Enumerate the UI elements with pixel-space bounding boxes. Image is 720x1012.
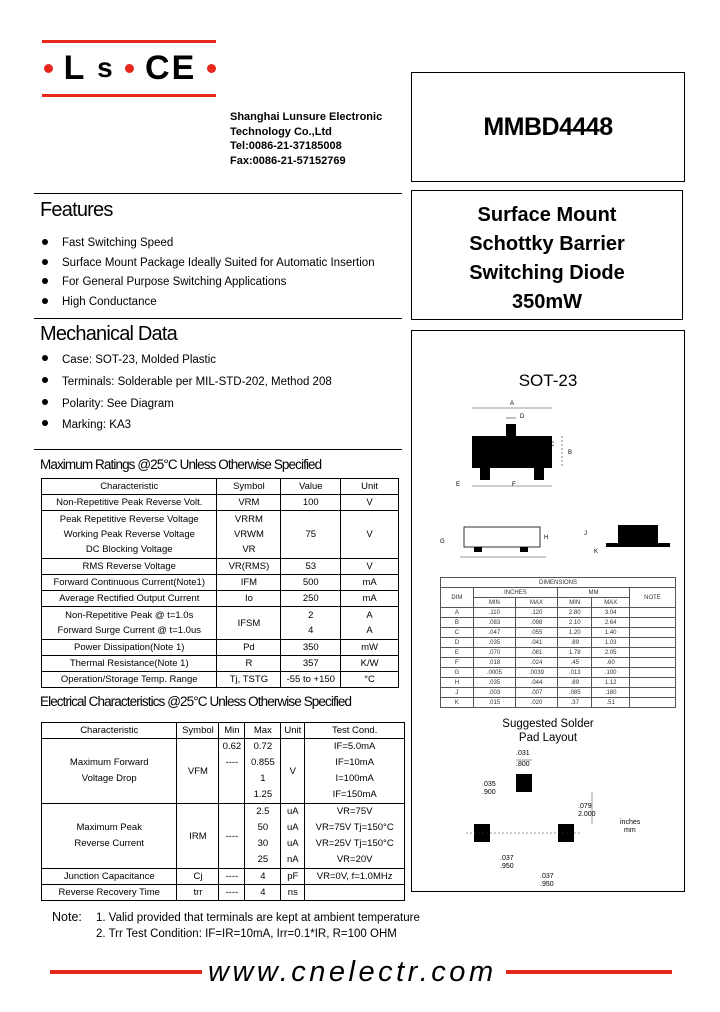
table-cell: °C (341, 672, 399, 688)
table-cell-multiline (42, 607, 217, 640)
table-cell: 1 (260, 773, 266, 784)
table-cell: I=100mA (335, 773, 374, 784)
table-cell: ---- (219, 804, 245, 869)
table-cell: Maximum Peak (76, 822, 142, 833)
table-cell: 4 (245, 885, 281, 901)
table-cell: VR=20V (336, 854, 373, 865)
table-cell: Non-Repetitive Peak @ t=1.0s (65, 610, 194, 621)
table-cell: trr (177, 885, 219, 901)
table-cell (629, 648, 675, 658)
table-cell: ns (281, 885, 305, 901)
table-cell-multiline (305, 739, 405, 804)
table-cell-multiline (305, 804, 405, 869)
logo-letter-l: L (63, 48, 87, 87)
table-cell: 0.72 (253, 741, 273, 752)
table-cell: .100 (592, 668, 629, 678)
table-cell: 2.05 (592, 648, 629, 658)
table-cell (629, 638, 675, 648)
list-item: High Conductance (40, 293, 375, 313)
solder-pad-title-line1: Suggested Solder (502, 718, 594, 730)
logo-dot (44, 64, 53, 73)
table-cell: K/W (341, 656, 399, 672)
table-cell: pF (281, 869, 305, 885)
list-item: Surface Mount Package Ideally Suited for Automatic Insertion (40, 254, 375, 274)
table-cell: 1.25 (253, 789, 273, 800)
pad-dim-label: .031 (516, 750, 530, 757)
company-logo (44, 48, 216, 88)
table-cell (629, 688, 675, 698)
table-cell: .047 (473, 628, 515, 638)
table-cell: 30 (257, 838, 269, 849)
table-cell: 1.20 (558, 628, 592, 638)
solder-pad-title (412, 717, 684, 745)
table-header: Characteristic (42, 479, 217, 495)
table-cell: 25 (257, 854, 269, 865)
table-cell: uA (287, 838, 299, 849)
table-cell: Cj (177, 869, 219, 885)
list-item: Terminals: Solderable per MIL-STD-202, Method 208 (40, 372, 332, 394)
table-header: DIMENSIONS (441, 578, 676, 588)
table-row (441, 658, 676, 668)
label-b: B (568, 450, 573, 456)
table-cell: IF=10mA (335, 757, 375, 768)
elec-chars-table (41, 722, 405, 901)
pad-dim-label: 2.000 (578, 811, 596, 818)
table-cell: 3.04 (592, 608, 629, 618)
table-row (42, 869, 405, 885)
table-cell: .035 (473, 638, 515, 648)
table-cell (629, 678, 675, 688)
table-row (42, 575, 399, 591)
table-cell: .098 (515, 618, 557, 628)
table-row (42, 885, 405, 901)
table-cell: Forward Surge Current @ t=1.0us (57, 625, 201, 636)
table-header: MM (558, 588, 630, 598)
table-cell: F (441, 658, 474, 668)
sot23-end-view-drawing (580, 521, 675, 566)
table-cell: IRM (177, 804, 219, 869)
pad-dim-label: .035 (482, 781, 496, 788)
table-cell: .085 (558, 688, 592, 698)
table-row (441, 638, 676, 648)
dimensions-body (441, 608, 676, 708)
table-cell: 0.855 (250, 757, 275, 768)
table-cell: VFM (177, 739, 219, 804)
table-cell: 1.03 (592, 638, 629, 648)
table-cell: Pd (217, 640, 281, 656)
table-cell-multiline (42, 739, 177, 804)
table-cell (629, 658, 675, 668)
mechanical-heading: Mechanical Data (40, 323, 177, 345)
pin-top (506, 424, 516, 436)
company-name-line1: Shanghai Lunsure Electronic (230, 111, 383, 123)
solder-pad-title-line2: Pad Layout (518, 732, 578, 744)
table-row (441, 678, 676, 688)
table-cell (629, 608, 675, 618)
table-cell: V (281, 739, 305, 804)
table-cell: K (441, 698, 474, 708)
company-name-line2: Technology Co.,Ltd (230, 125, 332, 138)
table-row (441, 688, 676, 698)
table-cell: .45 (558, 658, 592, 668)
table-cell: VR(RMS) (217, 559, 281, 575)
mechanical-rule (34, 318, 402, 319)
table-cell: 2.10 (558, 618, 592, 628)
pad-dim-label: .900 (482, 789, 496, 796)
table-header: INCHES (473, 588, 557, 598)
table-cell: 4 (245, 869, 281, 885)
table-cell (629, 698, 675, 708)
table-cell: 2.5 (256, 806, 270, 817)
table-cell: Non-Repetitive Peak Reverse Volt. (42, 495, 217, 511)
pad-top (516, 774, 532, 792)
table-cell: IFM (217, 575, 281, 591)
table-cell: -55 to +150 (281, 672, 341, 688)
table-cell: 2 (308, 610, 314, 621)
table-cell: mW (341, 640, 399, 656)
table-cell: .37 (558, 698, 592, 708)
label-e: E (456, 482, 461, 488)
sot23-side-view-drawing (430, 519, 550, 564)
table-cell: .070 (473, 648, 515, 658)
pad-dim-label: .037 (540, 873, 554, 880)
end-lead-left (606, 543, 620, 547)
table-row (42, 591, 399, 607)
pad-units-label: inches (620, 819, 641, 826)
table-header-row (42, 723, 405, 739)
table-row (42, 640, 399, 656)
table-cell: A (366, 610, 373, 621)
solder-pad-layout-drawing (452, 746, 682, 891)
pad-dim-label: .037 (500, 855, 514, 862)
package-panel (411, 330, 685, 892)
table-cell: Io (217, 591, 281, 607)
header-rule-bottom (42, 94, 216, 97)
company-fax: Fax:0086-21-57152769 (230, 154, 346, 167)
table-cell: .007 (515, 688, 557, 698)
table-cell: VR (242, 544, 256, 555)
sot23-top-view-drawing (452, 396, 612, 491)
table-cell: .035 (473, 678, 515, 688)
table-cell: ---- (225, 757, 239, 768)
table-header: DIM (441, 588, 474, 608)
table-header: Unit (341, 479, 399, 495)
table-cell: .018 (473, 658, 515, 668)
table-row (441, 698, 676, 708)
features-heading: Features (40, 199, 113, 221)
subtitle-line3: Switching Diode (469, 262, 625, 284)
logo-dot (207, 64, 216, 73)
mechanical-list (40, 350, 332, 437)
table-cell: .89 (558, 678, 592, 688)
label-f: F (512, 482, 516, 488)
part-number: MMBD4448 (483, 112, 613, 141)
table-header-row (441, 578, 676, 588)
table-row (42, 511, 399, 559)
table-cell: Reverse Recovery Time (42, 885, 177, 901)
table-row (42, 495, 399, 511)
table-cell: uA (287, 806, 299, 817)
features-rule (34, 193, 402, 194)
elec-chars-title: Electrical Characteristics @25°C Unless Otherwise Specified (40, 694, 352, 709)
pad-dim-label: .079 (578, 803, 592, 810)
table-cell: .110 (473, 608, 515, 618)
logo-letter-s: s (97, 52, 115, 83)
company-tel: Tel:0086-21-37185008 (230, 140, 342, 152)
table-header: Max (245, 723, 281, 739)
table-header: Unit (281, 723, 305, 739)
table-cell: Average Rectified Output Current (42, 591, 217, 607)
table-row (441, 618, 676, 628)
table-cell: .003 (473, 688, 515, 698)
table-cell: DC Blocking Voltage (85, 544, 173, 555)
table-header: Symbol (217, 479, 281, 495)
subtitle-line2: Schottky Barrier (469, 233, 625, 255)
max-ratings-rule (34, 449, 402, 450)
table-cell: .0039 (515, 668, 557, 678)
table-cell: 1.12 (592, 678, 629, 688)
subtitle-line1: Surface Mount (477, 204, 617, 226)
table-cell: V (341, 511, 399, 559)
table-cell: 50 (257, 822, 269, 833)
table-header: MAX (515, 598, 557, 608)
table-row (42, 559, 399, 575)
table-header: Characteristic (42, 723, 177, 739)
table-row (42, 672, 399, 688)
table-cell: Forward Continuous Current(Note1) (42, 575, 217, 591)
table-header: MAX (592, 598, 629, 608)
table-cell: VRWM (233, 529, 264, 540)
table-cell: Working Peak Reverse Voltage (63, 529, 195, 540)
package-title: SOT-23 (518, 371, 578, 390)
table-cell: B (441, 618, 474, 628)
table-cell: V (341, 495, 399, 511)
table-cell: .89 (558, 638, 592, 648)
header-rule-top (42, 40, 216, 43)
table-cell: VR=0V, f=1.0MHz (305, 869, 405, 885)
table-cell: VRM (217, 495, 281, 511)
table-cell: E (441, 648, 474, 658)
label-a: A (510, 401, 515, 407)
table-cell: .024 (515, 658, 557, 668)
side-pin-right (520, 547, 528, 552)
table-cell: .120 (515, 608, 557, 618)
package-side-body (464, 527, 540, 547)
pad-units-label: mm (624, 827, 636, 834)
table-cell: Junction Capacitance (42, 869, 177, 885)
part-description-box (411, 190, 683, 320)
table-cell: Voltage Drop (81, 773, 137, 784)
table-cell-multiline (42, 511, 217, 559)
table-cell (629, 618, 675, 628)
table-cell: .0005 (473, 668, 515, 678)
table-cell: .020 (515, 698, 557, 708)
table-cell: Maximum Forward (69, 757, 149, 768)
table-cell: G (441, 668, 474, 678)
table-cell: .083 (473, 618, 515, 628)
dimensions-table (440, 577, 676, 708)
table-cell: VR=25V Tj=150°C (315, 838, 394, 849)
table-cell: .044 (515, 678, 557, 688)
table-cell: Tj, TSTG (217, 672, 281, 688)
table-cell: 100 (281, 495, 341, 511)
label-c: C (550, 442, 555, 448)
table-header-row (441, 588, 676, 598)
table-row (42, 804, 405, 869)
table-cell: 53 (281, 559, 341, 575)
list-item: Case: SOT-23, Molded Plastic (40, 350, 332, 372)
table-cell: IF=150mA (332, 789, 377, 800)
table-cell: VRRM (234, 514, 263, 525)
table-cell-multiline (245, 804, 281, 869)
table-cell: RMS Reverse Voltage (42, 559, 217, 575)
list-item: Marking: KA3 (40, 415, 332, 437)
table-cell: VR=75V Tj=150°C (315, 822, 394, 833)
part-number-box (411, 72, 685, 182)
list-item: For General Purpose Switching Applications (40, 273, 375, 293)
table-cell: IF=5.0mA (333, 741, 376, 752)
label-h: H (544, 535, 549, 541)
features-list (40, 234, 375, 312)
end-lead-right (656, 543, 670, 547)
table-cell-multiline (219, 739, 245, 804)
table-cell: ---- (219, 869, 245, 885)
pin-bottom-left (480, 468, 490, 480)
company-info (230, 110, 382, 168)
logo-dot (125, 64, 134, 73)
max-ratings-title: Maximum Ratings @25°C Unless Otherwise Specified (40, 457, 322, 472)
table-cell: 500 (281, 575, 341, 591)
table-cell: J (441, 688, 474, 698)
table-cell: VR=75V (336, 806, 373, 817)
table-cell: 2.80 (558, 608, 592, 618)
package-body (472, 436, 552, 468)
list-item: Fast Switching Speed (40, 234, 375, 254)
table-header: Test Cond. (305, 723, 405, 739)
table-cell: 1.78 (558, 648, 592, 658)
table-cell: 75 (281, 511, 341, 559)
footer-website: www.cnelectr.com (208, 956, 497, 988)
pad-dim-label: .800 (516, 761, 530, 768)
table-row (441, 608, 676, 618)
table-cell: .055 (515, 628, 557, 638)
table-cell-multiline (281, 607, 341, 640)
table-cell: R (217, 656, 281, 672)
table-row (441, 668, 676, 678)
table-cell (629, 668, 675, 678)
table-header: MIN (558, 598, 592, 608)
table-cell-multiline (341, 607, 399, 640)
table-header: Symbol (177, 723, 219, 739)
table-header: NOTE (629, 588, 675, 608)
table-cell: .081 (515, 648, 557, 658)
table-cell (629, 628, 675, 638)
table-header-row (42, 479, 399, 495)
table-cell: Peak Repetitive Reverse Voltage (59, 514, 199, 525)
table-cell: .041 (515, 638, 557, 648)
table-cell: Operation/Storage Temp. Range (42, 672, 217, 688)
table-cell: D (441, 638, 474, 648)
table-cell: A (366, 625, 373, 636)
side-pin-left (474, 547, 482, 552)
label-k: K (594, 549, 599, 555)
table-cell: 250 (281, 591, 341, 607)
label-d: D (520, 414, 525, 420)
table-cell-multiline (217, 511, 281, 559)
package-end-body (618, 525, 658, 547)
table-cell: C (441, 628, 474, 638)
table-cell (305, 885, 405, 901)
table-row (441, 648, 676, 658)
table-cell: 2.64 (592, 618, 629, 628)
table-cell: .180 (592, 688, 629, 698)
table-cell: .015 (473, 698, 515, 708)
note-2: 2. Trr Test Condition: IF=IR=10mA, Irr=0.1*IR, R=100 OHM (96, 928, 397, 940)
table-cell: .60 (592, 658, 629, 668)
table-cell: mA (341, 575, 399, 591)
max-ratings-table (41, 478, 399, 688)
table-cell: 357 (281, 656, 341, 672)
table-row (42, 607, 399, 640)
table-cell: mA (341, 591, 399, 607)
table-cell-multiline (281, 804, 305, 869)
logo-letters-ce: CE (145, 48, 197, 87)
table-cell: 0.62 (222, 741, 242, 752)
table-cell: .51 (592, 698, 629, 708)
list-item: Polarity: See Diagram (40, 394, 332, 416)
table-cell: Thermal Resistance(Note 1) (42, 656, 217, 672)
pin-bottom-right (534, 468, 544, 480)
table-cell-multiline (245, 739, 281, 804)
label-j: J (584, 531, 587, 537)
table-row (441, 628, 676, 638)
label-g: G (440, 539, 445, 545)
table-cell: 1.40 (592, 628, 629, 638)
table-cell: 350 (281, 640, 341, 656)
table-cell: 4 (308, 625, 314, 636)
table-cell: nA (287, 854, 299, 865)
table-header: Min (219, 723, 245, 739)
footer-rule-left (50, 970, 202, 974)
table-header: Value (281, 479, 341, 495)
footer-rule-right (506, 970, 672, 974)
table-cell-multiline (42, 804, 177, 869)
table-cell: ---- (219, 885, 245, 901)
table-cell: Reverse Current (74, 838, 145, 849)
table-row (42, 656, 399, 672)
table-cell: IFSM (217, 607, 281, 640)
table-cell: A (441, 608, 474, 618)
pad-dim-label: .950 (540, 881, 554, 888)
table-cell: uA (287, 822, 299, 833)
notes-label: Note: (52, 910, 82, 924)
subtitle-line4: 350mW (511, 291, 583, 313)
table-header: MIN (473, 598, 515, 608)
table-cell: V (341, 559, 399, 575)
table-cell: H (441, 678, 474, 688)
table-row (42, 739, 405, 804)
pad-dim-label: .950 (500, 863, 514, 870)
note-1: 1. Valid provided that terminals are kept at ambient temperature (96, 912, 420, 924)
table-cell: .013 (558, 668, 592, 678)
table-cell: Power Dissipation(Note 1) (42, 640, 217, 656)
